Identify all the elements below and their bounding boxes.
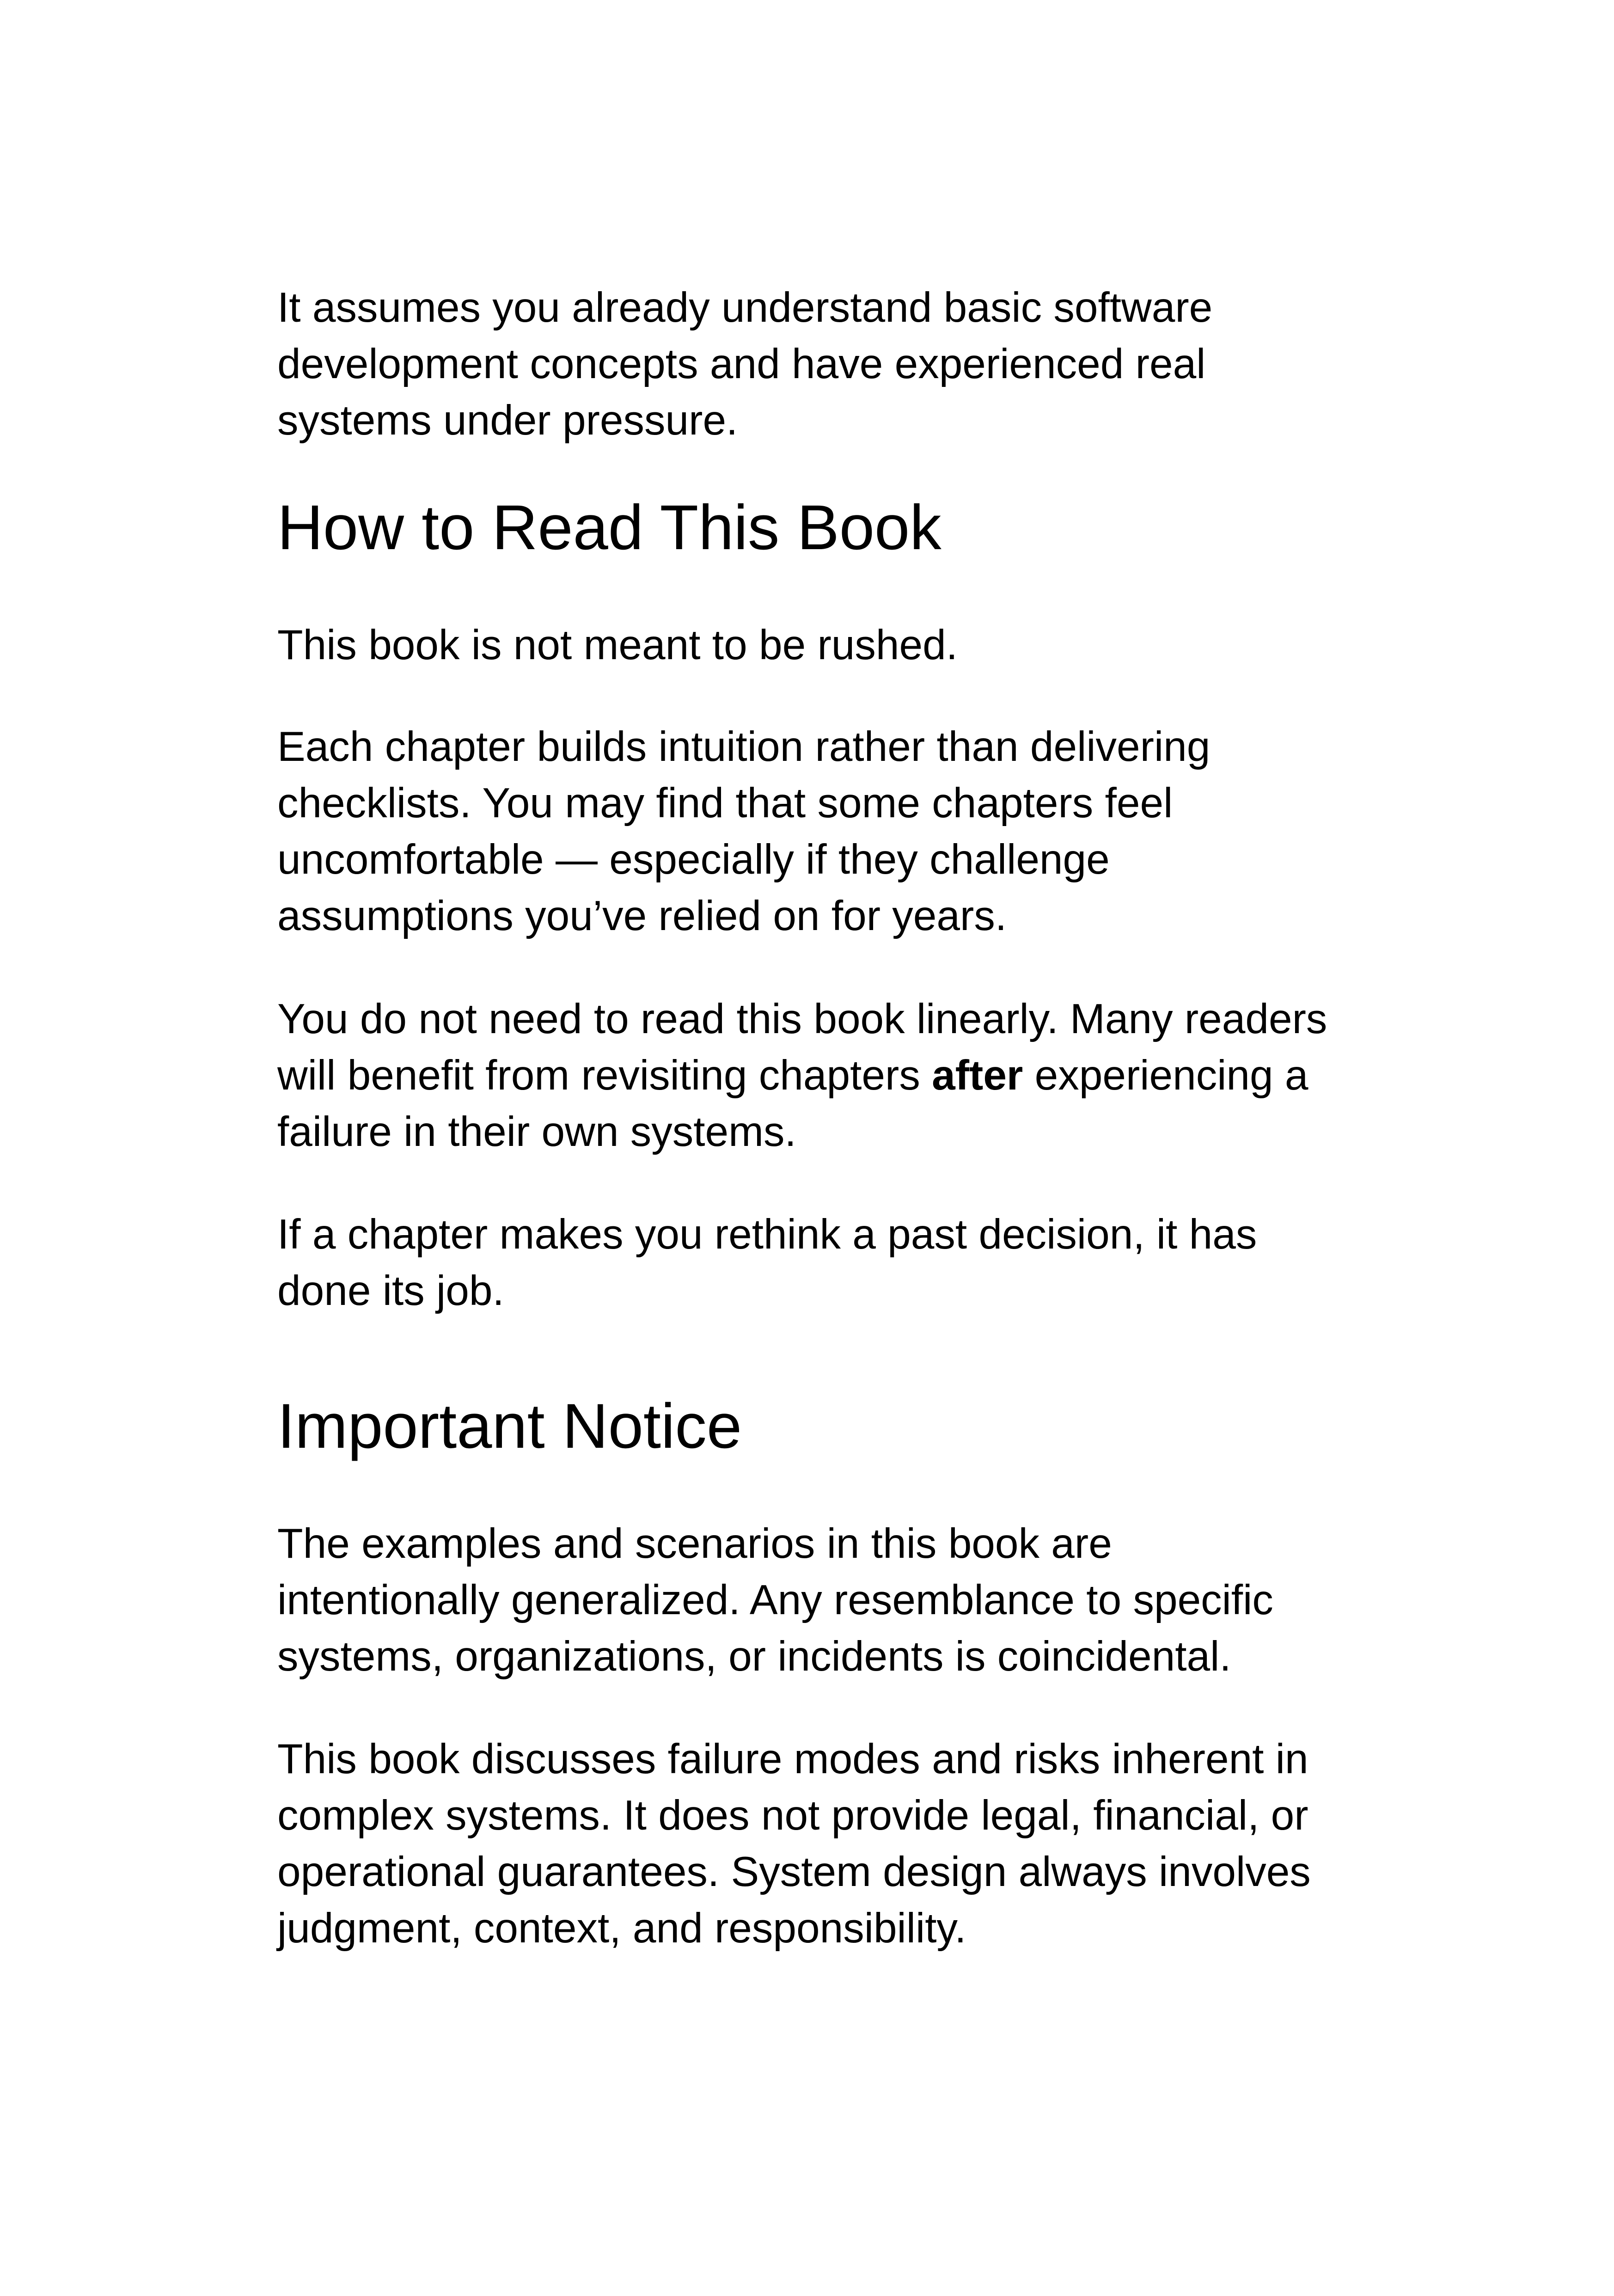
notice-p1-line-3: systems, organizations, or incidents is coincidental. xyxy=(277,1633,1231,1680)
how-to-read-p2-line-3: uncomfortable — especially if they challenge xyxy=(277,836,1110,883)
intro-line-1: It assumes you already understand basic software xyxy=(277,284,1213,331)
notice-p1-line-2: intentionally generalized. Any resemblance to specific xyxy=(277,1577,1273,1623)
heading-how-to-read: How to Read This Book xyxy=(277,492,942,563)
how-to-read-p2-line-2: checklists. You may find that some chapters feel xyxy=(277,780,1173,827)
how-to-read-p3-line-3: failure in their own systems. xyxy=(277,1108,796,1155)
how-to-read-p4-line-2: done its job. xyxy=(277,1267,504,1314)
how-to-read-p4-line-1: If a chapter makes you rethink a past decision, it has xyxy=(277,1211,1257,1258)
notice-p2-line-1: This book discusses failure modes and risks inherent in xyxy=(277,1736,1308,1782)
how-to-read-p1-line: This book is not meant to be rushed. xyxy=(277,622,958,668)
notice-p2-line-3: operational guarantees. System design always involves xyxy=(277,1849,1311,1895)
notice-p2-line-4: judgment, context, and responsibility. xyxy=(277,1905,966,1952)
how-to-read-paragraph-1 xyxy=(277,617,958,673)
how-to-read-paragraph-4 xyxy=(277,1206,1257,1319)
how-to-read-p3-line-2 xyxy=(277,1047,1327,1104)
how-to-read-p3-line-1: You do not need to read this book linearly. Many readers xyxy=(277,996,1327,1042)
how-to-read-paragraph-2 xyxy=(277,719,1210,944)
notice-p2-line-2: complex systems. It does not provide legal, financial, or xyxy=(277,1792,1308,1839)
how-to-read-p3-line-2-after: experiencing a xyxy=(1023,1052,1308,1099)
how-to-read-paragraph-3 xyxy=(277,991,1327,1160)
intro-line-2: development concepts and have experienced real xyxy=(277,341,1206,387)
emphasis-after: after xyxy=(932,1052,1023,1099)
notice-paragraph-1 xyxy=(277,1516,1273,1685)
how-to-read-p3-line-2-before: will benefit from revisiting chapters xyxy=(277,1052,932,1099)
intro-paragraph xyxy=(277,280,1212,449)
notice-p1-line-1: The examples and scenarios in this book are xyxy=(277,1520,1112,1567)
heading-important-notice: Important Notice xyxy=(277,1391,742,1462)
notice-paragraph-2 xyxy=(277,1731,1311,1957)
how-to-read-p2-line-1: Each chapter builds intuition rather than delivering xyxy=(277,723,1210,770)
intro-line-3: systems under pressure. xyxy=(277,397,738,444)
how-to-read-p2-line-4: assumptions you’ve relied on for years. xyxy=(277,893,1007,939)
